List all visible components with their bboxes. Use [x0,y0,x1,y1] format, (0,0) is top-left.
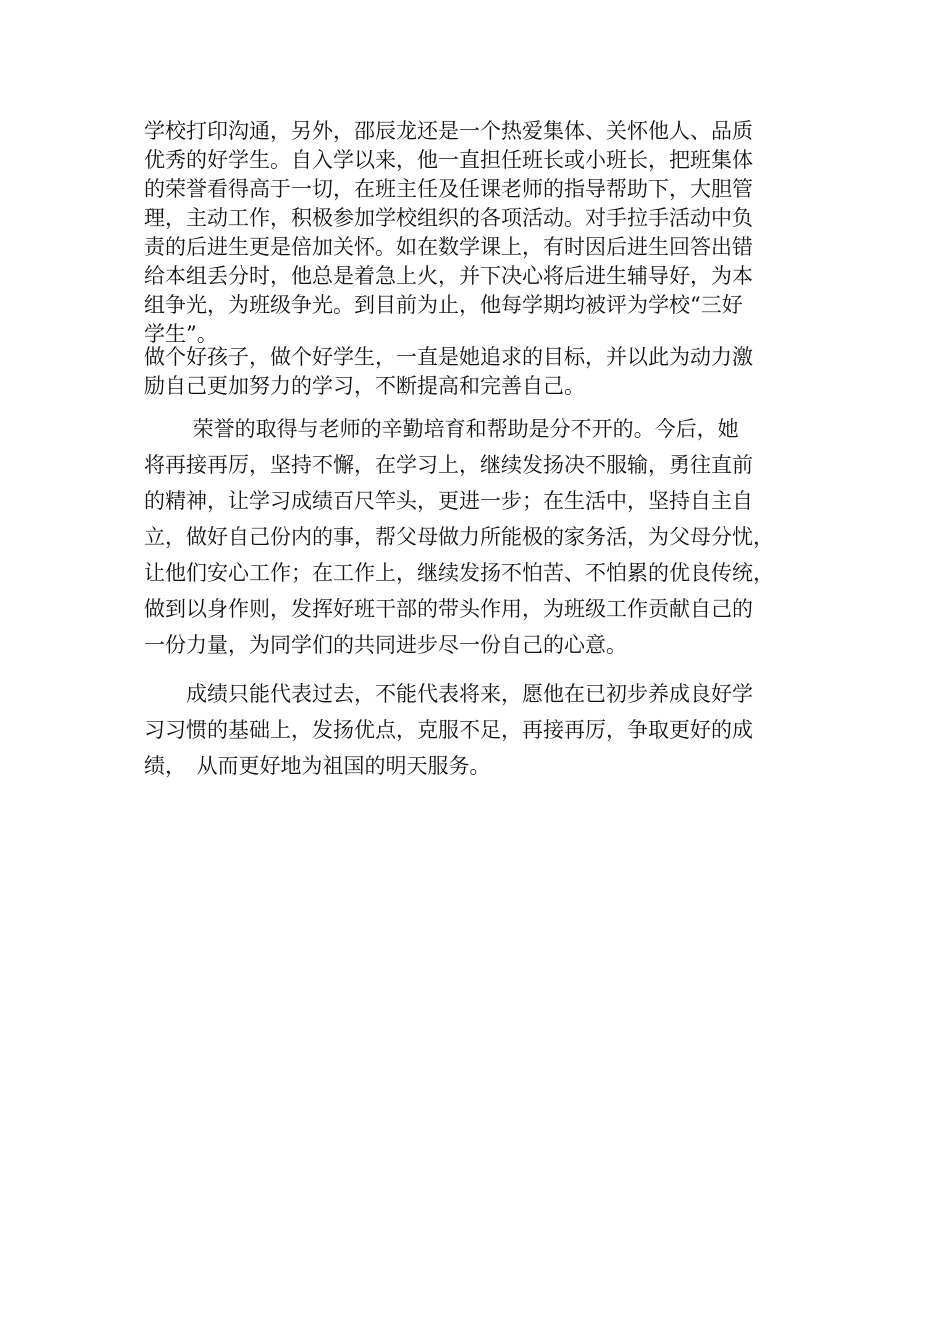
paragraph-line: 学校打印沟通，另外，邵辰龙还是一个热爱集体、关怀他人、品质 [144,119,753,143]
paragraph-line: 做到以身作则，发挥好班干部的带头作用，为班级工作贡献自己的 [144,597,753,621]
paragraph-line: 立，做好自己份内的事，帮父母做力所能极的家务活，为父母分忧， [144,525,774,549]
paragraph-line: 一份力量，为同学们的共同进步尽一份自己的心意。 [144,633,627,657]
paragraph-3 [144,411,804,663]
paragraph-line: 励自己更加努力的学习，不断提高和完善自己。 [144,374,585,398]
paragraph-line: 学生”。 [144,322,218,346]
paragraph-line: 荣誉的取得与老师的辛勤培育和帮助是分不开的。今后，她 [144,417,739,441]
paragraph-4 [144,676,804,784]
paragraph-line: 习习惯的基础上，发扬优点，克服不足，再接再厉，争取更好的成 [144,718,753,742]
paragraph-line: 做个好孩子，做个好学生，一直是她追求的目标，并以此为动力激 [144,345,753,369]
paragraph-line: 理，主动工作，积极参加学校组织的各项活动。对手拉手活动中负 [144,206,753,230]
paragraph-line: 成绩只能代表过去，不能代表将来，愿他在已初步养成良好学 [144,682,753,706]
paragraph-line: 优秀的好学生。自入学以来，他一直担任班长或小班长，把班集体 [144,148,753,172]
paragraph-line: 的荣誉看得高于一切，在班主任及任课老师的指导帮助下，大胆管 [144,177,753,201]
paragraph-line: 给本组丢分时，他总是着急上火，并下决心将后进生辅导好，为本 [144,264,753,288]
paragraph-2 [144,343,804,401]
paragraph-line: 让他们安心工作；在工作上，继续发扬不怕苦、不怕累的优良传统， [144,561,774,585]
paragraph-line: 组争光，为班级争光。到目前为止，他每学期均被评为学校“三好 [144,293,743,317]
paragraph-1 [144,117,804,349]
paragraph-line: 责的后进生更是倍加关怀。如在数学课上，有时因后进生回答出错 [144,235,753,259]
paragraph-line: 的精神，让学习成绩百尺竿头，更进一步；在生活中，坚持自主自 [144,489,753,513]
paragraph-line: 绩， 从而更好地为祖国的明天服务。 [144,754,491,778]
paragraph-line: 将再接再厉，坚持不懈，在学习上，继续发扬决不服输，勇往直前 [144,453,753,477]
